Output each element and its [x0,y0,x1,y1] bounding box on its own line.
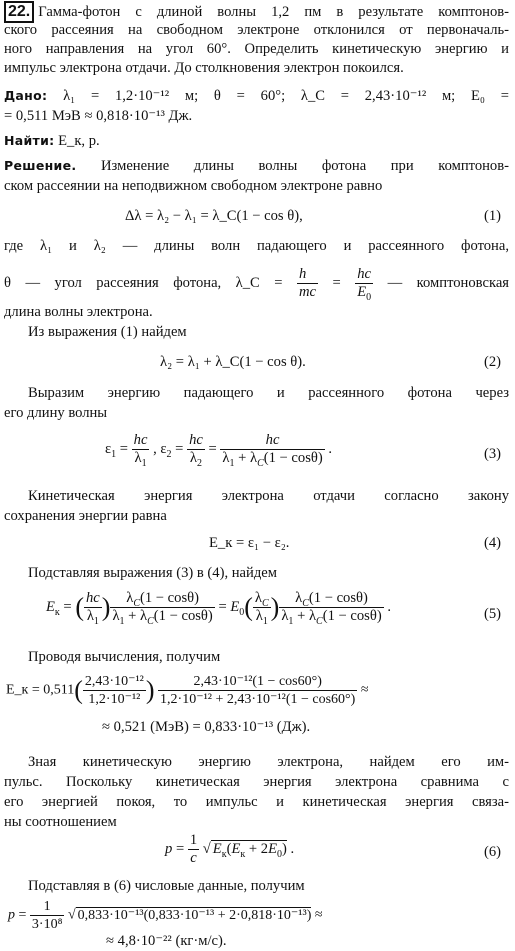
solution-label: Решение. [4,158,77,173]
solution-line-10: сохранения энергии равна [4,508,167,524]
given-label: Дано: [4,88,48,103]
solution-line-11: Подставляя выражения (3) в (4), найдем [28,565,277,581]
equation-3: $\varepsilon_1$ = $\frac{hc}{\lambda_1}$ , $\varepsilon_2$ = $\frac{hc}{\lambda_2}$ = $\frac{hc}{\lambda_1 + \lambda_C(1 - \cos\theta)}$ . (3) [105,432,501,469]
problem-line-4: импульс электрона отдачи. До столкновения электрон покоился. [4,60,404,76]
solution-line-5: длина волны электрона. [4,304,153,320]
compton-fraction-2: $\frac{hc}{E_0}$ [357,266,372,303]
solution-line-13: Зная кинетическую энергию электрона, найдем его им- [28,754,509,770]
equation-6: p = $\frac{1}{c}$ √ $E_к(E_к + 2E_0)$ . (6) [165,832,501,866]
calculation-ek: E_к = 0,511( $\frac{\text{2,43·10⁻¹²}}{\text{1,2·10⁻¹²}}$ ) $\frac{\text{2,43·10⁻¹²(1 − cos60°)}}{\text{1,2·10⁻¹² + 2,43·10⁻¹²(1 − cos60°)}}$ ≈ [6,674,369,707]
solution-line-1: Решение. Изменение длины волны фотона при комптонов- [4,158,509,174]
solution-line-12: Проводя вычисления, получим [28,649,221,665]
solution-line-17: Подставляя в (6) числовые данные, получим [28,878,305,894]
solution-line-8: его длину волны [4,405,108,421]
compton-fraction-1: $\frac{h}{mc}$ [298,266,316,300]
solution-line-3: где λ₁ и λ₂ — длины волн падающего и рассеянного фотона, [4,238,509,254]
given-line-1: Дано: λ₁ = 1,2·10⁻¹² м; θ = 60°; λ_C = 2,43·10⁻¹² м; E₀ = [4,88,509,104]
solution-line-4: θ — угол рассеяния фотона, λ_C = $\frac{h}{mc}$ = $\frac{hc}{E_0}$ — комптоновская [4,266,510,303]
given-line-2: = 0,511 МэВ ≈ 0,818·10⁻¹³ Дж. [4,108,193,124]
calculation-p: p = $\frac{1}{\text{3·10⁸}}$ √ 0,833·10⁻¹³(0,833·10⁻¹³ + 2·0,818·10⁻¹³) ≈ [8,899,323,932]
problem-line-1: 22. Гамма-фотон с длиной волны 1,2 пм в результате комптонов- [4,1,509,23]
equation-5: $E_к$ = ( $\frac{hc}{\lambda_1}$ ) $\frac{\lambda_C(1 - \cos\theta)}{\lambda_1 + \lambda_C(1 - \cos\theta)}$ = $E_0$( $\frac{\lambda_C}{\lambda_1}$ ) $\frac{\lambda_C(1 - \cos\theta)}{\lambda_1 + \lambda_C(1 - \cos\theta)}$ . (5) [46,590,501,627]
solution-line-14: пульс. Поскольку кинетическая энергия электрона сравнима с [4,774,509,790]
find-label: Найти: [4,133,55,148]
solution-line-2: ском рассеянии на неподвижном свободном электроне равно [4,178,383,194]
solution-line-6: Из выражения (1) найдем [28,324,187,340]
problem-number: 22. [4,1,34,23]
solution-line-7: Выразим энергию падающего и рассеянного фотона через [28,385,509,401]
solution-line-9: Кинетическая энергия электрона отдачи согласно закону [28,488,509,504]
problem-line-2: ского рассеяния на свободном электроне отклонился от первоначаль- [4,22,509,38]
find-line: Найти: E_к, p. [4,133,100,149]
solution-line-15: его энергией покоя, то импульс и кинетическая энергия связа- [4,794,509,810]
solution-line-16: ны соотношением [4,814,117,830]
problem-line-3: ного направления на угол 60°. Определить кинетическую энергию и [4,41,509,57]
